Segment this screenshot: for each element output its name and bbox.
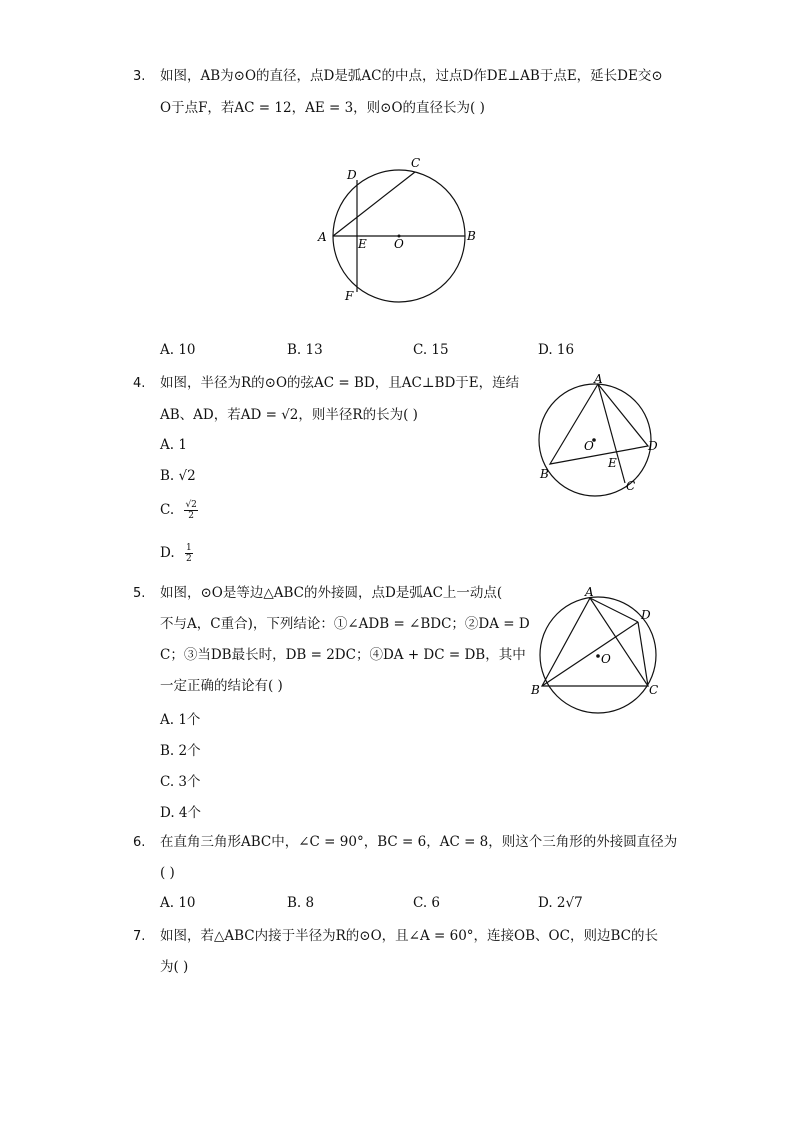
- label-e: E: [608, 456, 617, 470]
- label-d: D: [641, 608, 651, 622]
- question-5-option-c[interactable]: C. 3个: [160, 774, 201, 790]
- label-c: C: [649, 683, 659, 697]
- question-4-number: 4.: [133, 376, 146, 391]
- label-o: O: [601, 652, 611, 666]
- option-d-prefix: D.: [160, 545, 175, 561]
- question-4-option-b[interactable]: B. √2: [160, 468, 196, 484]
- option-d-fraction: [185, 543, 193, 564]
- question-3-number: 3.: [133, 69, 146, 84]
- label-b: B: [531, 683, 540, 697]
- chord-ac: [333, 172, 415, 236]
- label-a: A: [585, 585, 594, 599]
- question-4-line-2: AB、AD，若AD = √2，则半径R的长为( ): [160, 407, 418, 423]
- option-c-numerator: √2: [185, 500, 197, 510]
- question-5-number: 5.: [133, 586, 146, 601]
- option-d-denominator: 2: [185, 554, 192, 564]
- question-6-number: 6.: [133, 835, 146, 850]
- label-f: F: [345, 289, 354, 303]
- question-7-line-1: 如图，若△ABC内接于半径为R的⊙O，且∠A = 60°，连接OB、OC，则边BC的长: [160, 928, 658, 944]
- question-6-option-d[interactable]: D. 2√7: [538, 895, 583, 911]
- label-d: D: [648, 439, 658, 453]
- question-5-line-4: 一定正确的结论有( ): [160, 678, 283, 694]
- triangle-abc: [542, 598, 648, 686]
- question-5-line-3: C；③当DB最长时，DB = 2DC；④DA + DC = DB，其中: [160, 647, 526, 663]
- question-5-figure: [528, 582, 668, 722]
- option-c-denominator: 2: [188, 511, 195, 521]
- question-5-option-d[interactable]: D. 4个: [160, 805, 202, 821]
- label-o: O: [394, 237, 404, 251]
- question-6-option-a[interactable]: A. 10: [160, 895, 196, 911]
- question-4-option-d[interactable]: [160, 543, 193, 564]
- label-a: A: [594, 372, 603, 386]
- question-4-line-1: 如图，半径为R的⊙O的弦AC = BD，且AC⊥BD于E，连结: [160, 375, 520, 391]
- segment-bd: [542, 622, 638, 686]
- label-e: E: [358, 237, 367, 251]
- label-b: B: [540, 467, 549, 481]
- question-5-option-b[interactable]: B. 2个: [160, 743, 201, 759]
- label-b: B: [467, 229, 476, 243]
- question-5-line-1: 如图，⊙O是等边△ABC的外接圆，点D是弧AC上一动点(: [160, 585, 503, 601]
- question-6-line-2: ( ): [160, 865, 175, 881]
- question-3-option-d[interactable]: D. 16: [538, 342, 575, 358]
- question-6-line-1: 在直角三角形ABC中，∠C = 90°，BC = 6，AC = 8，则这个三角形的外接圆直径为: [160, 834, 678, 850]
- triangle-abd: [550, 384, 648, 464]
- question-3-option-b[interactable]: B. 13: [287, 342, 323, 358]
- segment-dc: [638, 622, 648, 686]
- label-a: A: [318, 230, 327, 244]
- question-3-option-c[interactable]: C. 15: [413, 342, 449, 358]
- center-point: [596, 654, 600, 658]
- label-o: O: [584, 439, 594, 453]
- question-4-option-c[interactable]: [160, 500, 198, 521]
- label-c: C: [411, 156, 421, 170]
- question-4-option-a[interactable]: A. 1: [160, 437, 187, 453]
- question-7-line-2: 为( ): [160, 959, 189, 975]
- question-3-option-a[interactable]: A. 10: [160, 342, 196, 358]
- question-6-option-b[interactable]: B. 8: [287, 895, 315, 911]
- option-d-numerator: 1: [185, 543, 192, 553]
- question-5-line-2: 不与A，C重合)，下列结论：①∠ADB = ∠BDC；②DA = D: [160, 616, 530, 632]
- question-3-figure: [310, 150, 490, 310]
- question-3-line-2: O于点F，若AC = 12，AE = 3，则⊙O的直径长为( ): [160, 100, 485, 116]
- label-c: C: [626, 479, 636, 493]
- question-5-option-a[interactable]: A. 1个: [160, 712, 201, 728]
- label-d: D: [347, 168, 357, 182]
- option-c-fraction: [184, 500, 197, 521]
- question-3-line-1: 如图，AB为⊙O的直径，点D是弧AC的中点，过点D作DE⊥AB于点E，延长DE交⊙: [160, 68, 663, 84]
- question-4-figure: [530, 370, 670, 500]
- option-c-prefix: C.: [160, 502, 175, 518]
- question-7-number: 7.: [133, 929, 146, 944]
- question-6-option-c[interactable]: C. 6: [413, 895, 441, 911]
